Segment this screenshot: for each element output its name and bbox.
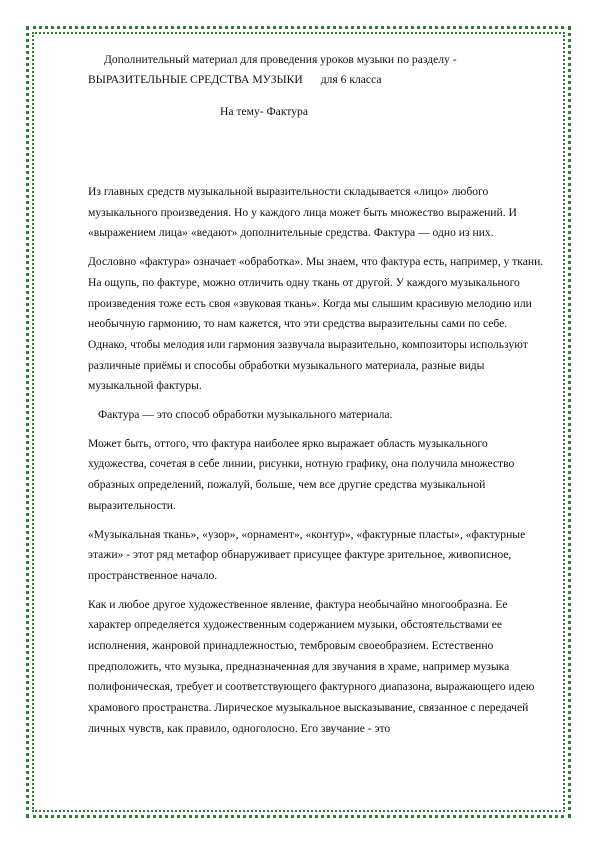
topic-title: На тему- Фактура (220, 105, 308, 118)
paragraph: Как и любое другое художественное явление, фактура необычайно многообразна. Ее характер определяется художественным содержанием музыки, обстоятельствами ее исполнения, жанровой принадлежностью, тембровым своеобразием. Естественно предположить, что музыка, предназначенная для звучания в храме, например музыка полифоническая, требует и соответствующего фактурного диапазона, выражающего идею храмового пространства. Лирическое музыкальное высказывание, связанное с передачей личных чувств, как правило, одноголосно. Его звучание - это (88, 597, 535, 735)
section-title: ВЫРАЗИТЕЛЬНЫЕ СРЕДСТВА МУЗЫКИ (88, 73, 303, 86)
paragraph: Дословно «фактура» означает «обработка». Мы знаем, что фактура есть, например, у ткани. На ощупь, по фактуре, можно отличить одну ткань от другой. У каждого музыкального произведения тоже есть своя «звуковая ткань». Когда мы слышим красивую мелодию или необычную гармонию, то нам кажется, что эти средства выразительны сами по себе. Однако, чтобы мелодия или гармония зазвучала выразительно, композиторы используют различные приёмы и способы обработки музыкального материала, разные виды музыкальной фактуры. (88, 255, 544, 393)
paragraph: «Музыкальная ткань», «узор», «орнамент», «контур», «фактурные пласты», «фактурные этажи» - этот ряд метафор обнаруживает присущее фактуре зрительное, живописное, пространственное начало. (88, 527, 526, 582)
paragraph: Из главных средств музыкальной выразительности складывается «лицо» любого музыкального произведения. Но у каждого лица может быть множество выражений. И «выражением лица» «ведают» дополнительные средства. Фактура — одно из них. (88, 185, 517, 240)
paragraph: Может быть, оттого, что фактура наиболее ярко выражает область музыкального художества, сочетая в себе линии, рисунки, нотную графику, она получила множество образных определений, пожалуй, больше, чем все другие средства музыкальной выразительности. (88, 436, 515, 512)
definition-paragraph: Фактура — это способ обработки музыкального материала. (98, 408, 393, 422)
document-content (88, 50, 548, 748)
document-body (88, 182, 548, 740)
header-line-1: Дополнительный материал для проведения уроков музыки по разделу - (104, 53, 457, 66)
header-line-2 (88, 70, 548, 90)
grade-label: для 6 класса (320, 73, 382, 86)
